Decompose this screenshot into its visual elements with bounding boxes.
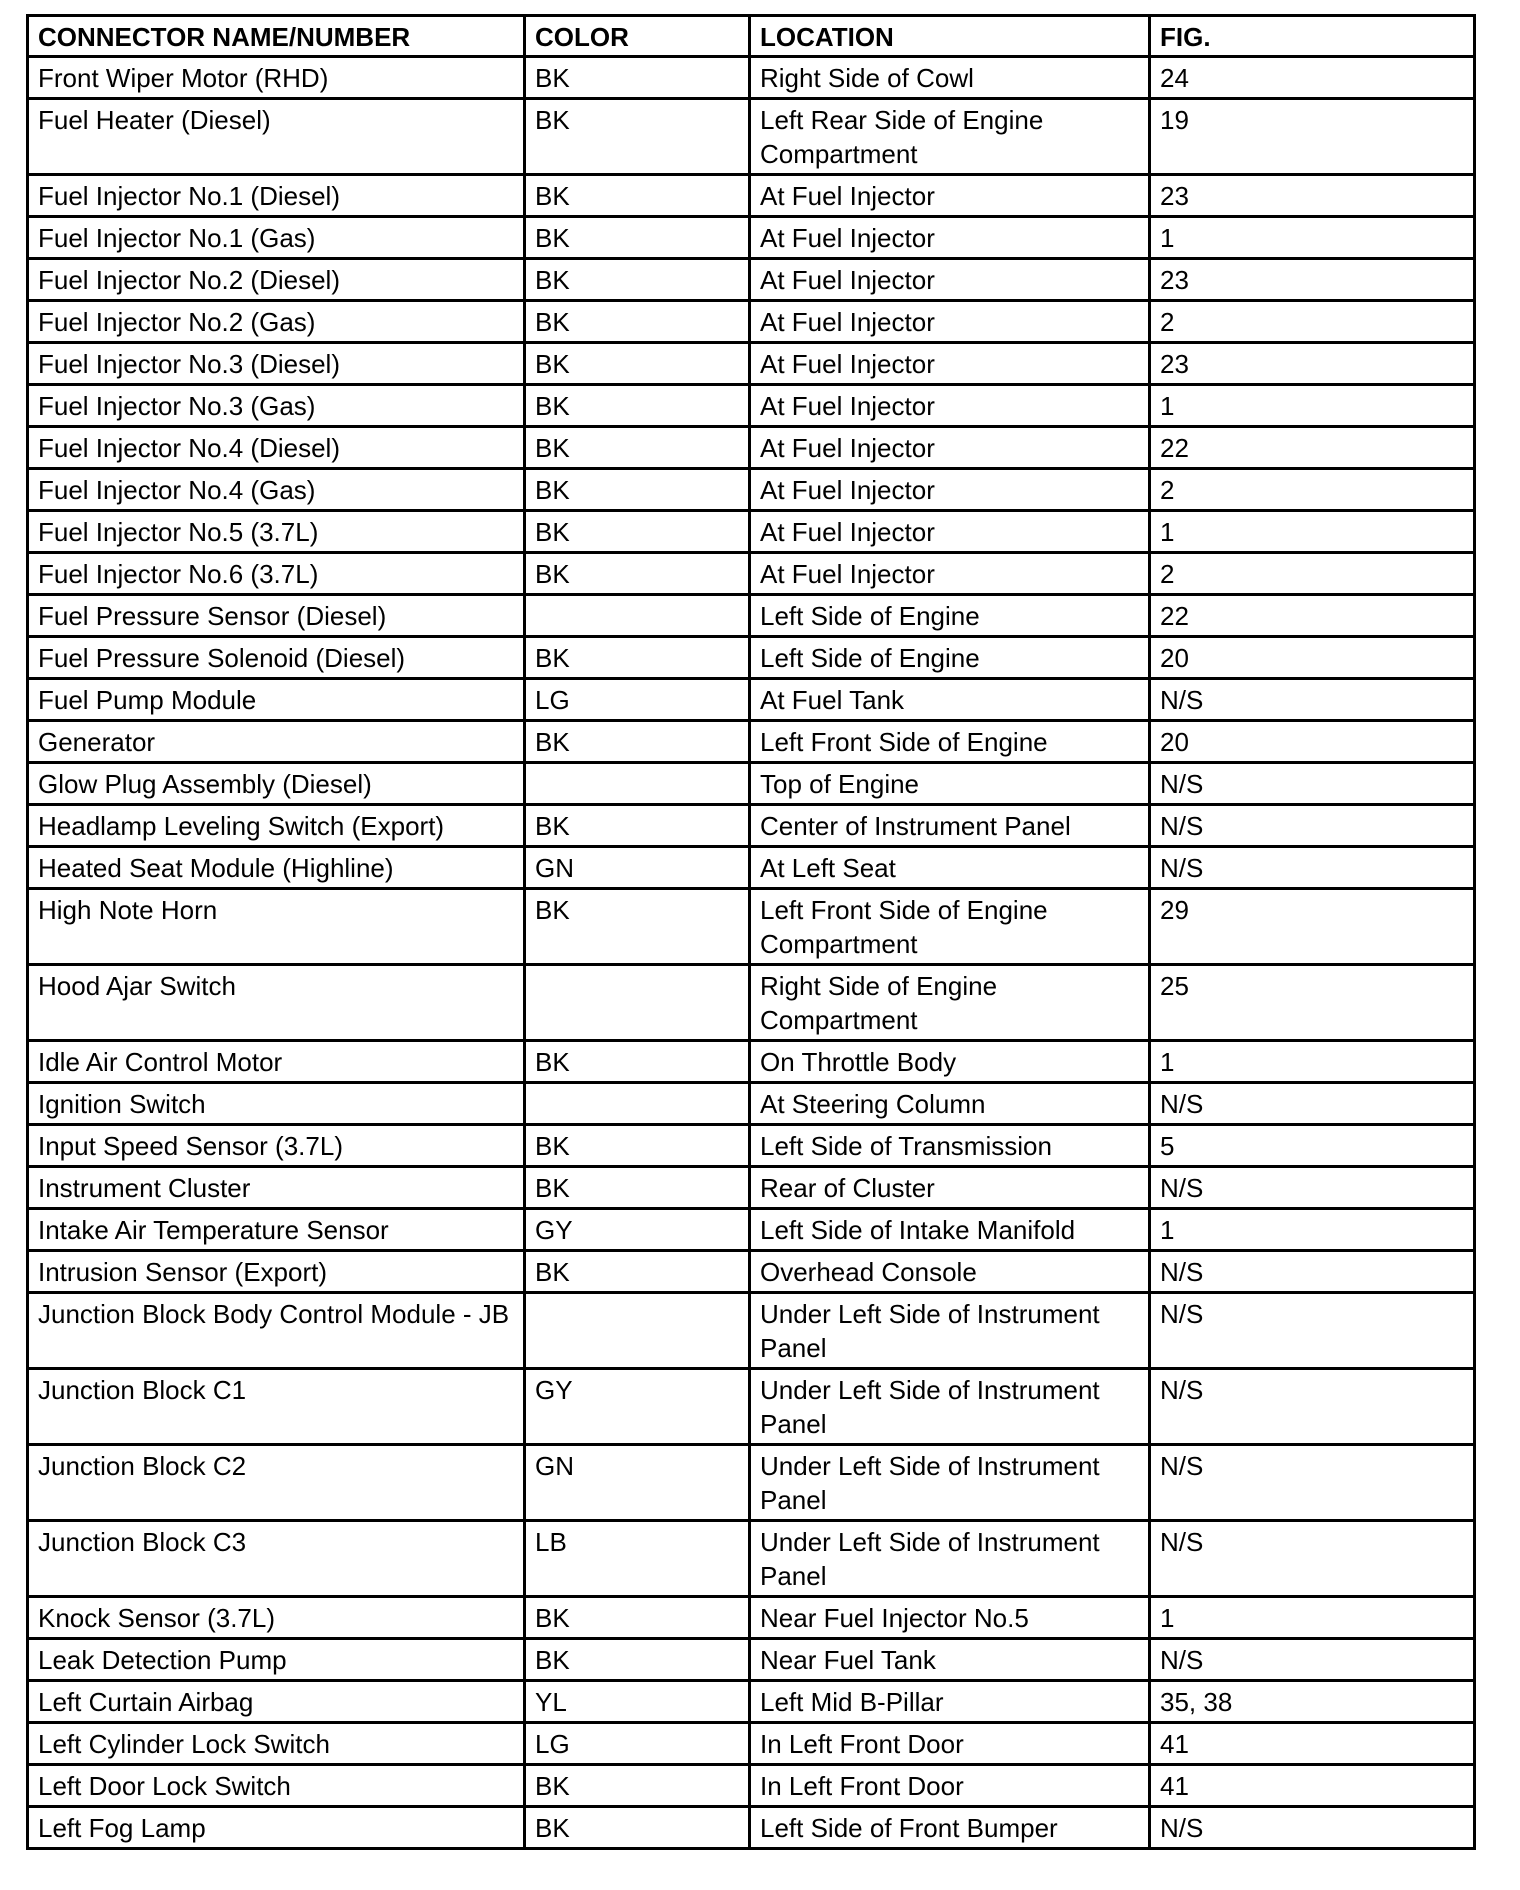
cell-location: At Steering Column [750, 1083, 1150, 1125]
table-row [28, 511, 1475, 553]
cell-location: Left Side of Engine [750, 595, 1150, 637]
cell-color [525, 1083, 750, 1125]
cell-connector-name: Hood Ajar Switch [28, 965, 525, 1041]
cell-connector-name: Knock Sensor (3.7L) [28, 1597, 525, 1639]
table-row [28, 99, 1475, 175]
cell-location: Overhead Console [750, 1251, 1150, 1293]
cell-location: In Left Front Door [750, 1765, 1150, 1807]
cell-fig: N/S [1150, 1167, 1475, 1209]
table-row [28, 1209, 1475, 1251]
cell-location: At Fuel Injector [750, 301, 1150, 343]
cell-location: At Fuel Injector [750, 175, 1150, 217]
cell-fig: N/S [1150, 1445, 1475, 1521]
cell-location: Left Side of Engine [750, 637, 1150, 679]
cell-fig: N/S [1150, 1369, 1475, 1445]
cell-fig: N/S [1150, 847, 1475, 889]
cell-location: At Fuel Tank [750, 679, 1150, 721]
cell-color: BK [525, 99, 750, 175]
cell-color: GN [525, 1445, 750, 1521]
connector-table [26, 14, 1476, 1850]
cell-location: Under Left Side of Instrument Panel [750, 1293, 1150, 1369]
cell-color: BK [525, 1041, 750, 1083]
cell-color: GN [525, 847, 750, 889]
cell-fig: 29 [1150, 889, 1475, 965]
cell-fig: 20 [1150, 721, 1475, 763]
cell-color [525, 1293, 750, 1369]
table-row [28, 595, 1475, 637]
cell-connector-name: Input Speed Sensor (3.7L) [28, 1125, 525, 1167]
cell-location: At Fuel Injector [750, 511, 1150, 553]
cell-connector-name: Left Fog Lamp [28, 1807, 525, 1849]
table-row [28, 1681, 1475, 1723]
cell-location: At Fuel Injector [750, 385, 1150, 427]
cell-connector-name: Ignition Switch [28, 1083, 525, 1125]
cell-location: Left Side of Transmission [750, 1125, 1150, 1167]
cell-location: Right Side of Cowl [750, 57, 1150, 99]
cell-color: BK [525, 175, 750, 217]
table-row [28, 57, 1475, 99]
cell-fig: 22 [1150, 427, 1475, 469]
cell-color: LB [525, 1521, 750, 1597]
cell-color: BK [525, 1125, 750, 1167]
cell-color: BK [525, 511, 750, 553]
table-row [28, 1125, 1475, 1167]
cell-connector-name: Fuel Injector No.3 (Diesel) [28, 343, 525, 385]
cell-connector-name: Fuel Injector No.6 (3.7L) [28, 553, 525, 595]
cell-fig: N/S [1150, 805, 1475, 847]
table-row [28, 1807, 1475, 1849]
cell-connector-name: Fuel Injector No.2 (Diesel) [28, 259, 525, 301]
table-row [28, 1369, 1475, 1445]
cell-location: Rear of Cluster [750, 1167, 1150, 1209]
cell-fig: N/S [1150, 763, 1475, 805]
cell-color: BK [525, 1597, 750, 1639]
cell-fig: N/S [1150, 1251, 1475, 1293]
cell-connector-name: Left Curtain Airbag [28, 1681, 525, 1723]
header-location: LOCATION [750, 16, 1150, 57]
cell-connector-name: Fuel Injector No.4 (Gas) [28, 469, 525, 511]
cell-connector-name: Junction Block C2 [28, 1445, 525, 1521]
cell-fig: 1 [1150, 385, 1475, 427]
cell-fig: N/S [1150, 1521, 1475, 1597]
cell-color: GY [525, 1369, 750, 1445]
cell-location: Near Fuel Tank [750, 1639, 1150, 1681]
table-row [28, 469, 1475, 511]
cell-fig: 23 [1150, 343, 1475, 385]
cell-color: BK [525, 1639, 750, 1681]
cell-location: Left Front Side of Engine Compartment [750, 889, 1150, 965]
cell-location: Left Side of Front Bumper [750, 1807, 1150, 1849]
table-row [28, 1597, 1475, 1639]
cell-fig: 2 [1150, 553, 1475, 595]
cell-color: BK [525, 427, 750, 469]
header-fig: FIG. [1150, 16, 1475, 57]
cell-color: BK [525, 889, 750, 965]
cell-color: BK [525, 385, 750, 427]
table-row [28, 553, 1475, 595]
cell-connector-name: Instrument Cluster [28, 1167, 525, 1209]
table-row [28, 1083, 1475, 1125]
table-row [28, 301, 1475, 343]
cell-fig: 2 [1150, 301, 1475, 343]
table-row [28, 1639, 1475, 1681]
cell-fig: 19 [1150, 99, 1475, 175]
table-row [28, 965, 1475, 1041]
table-row [28, 1723, 1475, 1765]
table-row [28, 1521, 1475, 1597]
header-row [28, 16, 1475, 57]
cell-fig: N/S [1150, 1293, 1475, 1369]
cell-location: Near Fuel Injector No.5 [750, 1597, 1150, 1639]
cell-color: BK [525, 217, 750, 259]
cell-location: At Fuel Injector [750, 217, 1150, 259]
cell-connector-name: Fuel Injector No.5 (3.7L) [28, 511, 525, 553]
cell-color: GY [525, 1209, 750, 1251]
cell-fig: 41 [1150, 1723, 1475, 1765]
cell-location: Left Side of Intake Manifold [750, 1209, 1150, 1251]
cell-color: LG [525, 1723, 750, 1765]
cell-connector-name: Generator [28, 721, 525, 763]
cell-location: At Fuel Injector [750, 469, 1150, 511]
cell-location: At Fuel Injector [750, 259, 1150, 301]
cell-color: YL [525, 1681, 750, 1723]
cell-color: BK [525, 1765, 750, 1807]
cell-location: On Throttle Body [750, 1041, 1150, 1083]
cell-fig: 23 [1150, 259, 1475, 301]
cell-fig: 24 [1150, 57, 1475, 99]
cell-connector-name: Fuel Injector No.1 (Gas) [28, 217, 525, 259]
table-row [28, 805, 1475, 847]
cell-color: BK [525, 1807, 750, 1849]
table-row [28, 763, 1475, 805]
cell-connector-name: Fuel Injector No.2 (Gas) [28, 301, 525, 343]
cell-connector-name: Intrusion Sensor (Export) [28, 1251, 525, 1293]
cell-fig: 20 [1150, 637, 1475, 679]
table-row [28, 175, 1475, 217]
cell-color [525, 965, 750, 1041]
header-color: COLOR [525, 16, 750, 57]
header-connector-name: CONNECTOR NAME/NUMBER [28, 16, 525, 57]
cell-fig: 1 [1150, 1209, 1475, 1251]
cell-location: Under Left Side of Instrument Panel [750, 1369, 1150, 1445]
table-row [28, 1445, 1475, 1521]
cell-connector-name: Heated Seat Module (Highline) [28, 847, 525, 889]
table-row [28, 637, 1475, 679]
table-body [28, 57, 1475, 1849]
cell-connector-name: Leak Detection Pump [28, 1639, 525, 1681]
cell-connector-name: Glow Plug Assembly (Diesel) [28, 763, 525, 805]
cell-location: Under Left Side of Instrument Panel [750, 1521, 1150, 1597]
cell-fig: 1 [1150, 1041, 1475, 1083]
cell-fig: 35, 38 [1150, 1681, 1475, 1723]
cell-location: At Left Seat [750, 847, 1150, 889]
cell-location: Under Left Side of Instrument Panel [750, 1445, 1150, 1521]
cell-connector-name: Junction Block C1 [28, 1369, 525, 1445]
cell-location: Right Side of Engine Compartment [750, 965, 1150, 1041]
cell-fig: 1 [1150, 217, 1475, 259]
cell-fig: 5 [1150, 1125, 1475, 1167]
cell-color: BK [525, 57, 750, 99]
cell-color: LG [525, 679, 750, 721]
cell-connector-name: Idle Air Control Motor [28, 1041, 525, 1083]
cell-fig: 23 [1150, 175, 1475, 217]
cell-color [525, 595, 750, 637]
table-row [28, 847, 1475, 889]
cell-fig: 25 [1150, 965, 1475, 1041]
cell-location: In Left Front Door [750, 1723, 1150, 1765]
cell-fig: 41 [1150, 1765, 1475, 1807]
cell-connector-name: Left Cylinder Lock Switch [28, 1723, 525, 1765]
cell-color: BK [525, 721, 750, 763]
cell-connector-name: Headlamp Leveling Switch (Export) [28, 805, 525, 847]
cell-fig: N/S [1150, 1083, 1475, 1125]
cell-connector-name: Fuel Injector No.4 (Diesel) [28, 427, 525, 469]
cell-connector-name: Fuel Heater (Diesel) [28, 99, 525, 175]
table-row [28, 1765, 1475, 1807]
table-row [28, 427, 1475, 469]
cell-connector-name: Fuel Pressure Sensor (Diesel) [28, 595, 525, 637]
cell-fig: 1 [1150, 1597, 1475, 1639]
table-row [28, 385, 1475, 427]
cell-connector-name: Front Wiper Motor (RHD) [28, 57, 525, 99]
cell-color: BK [525, 637, 750, 679]
table-row [28, 1251, 1475, 1293]
cell-connector-name: Fuel Injector No.1 (Diesel) [28, 175, 525, 217]
cell-connector-name: Junction Block Body Control Module - JB [28, 1293, 525, 1369]
cell-connector-name: Fuel Injector No.3 (Gas) [28, 385, 525, 427]
table-row [28, 1293, 1475, 1369]
table-row [28, 259, 1475, 301]
cell-color: BK [525, 553, 750, 595]
cell-connector-name: Fuel Pressure Solenoid (Diesel) [28, 637, 525, 679]
table-row [28, 1167, 1475, 1209]
cell-location: Left Mid B-Pillar [750, 1681, 1150, 1723]
cell-color: BK [525, 805, 750, 847]
cell-location: At Fuel Injector [750, 553, 1150, 595]
cell-color: BK [525, 301, 750, 343]
cell-fig: 2 [1150, 469, 1475, 511]
cell-location: Left Rear Side of Engine Compartment [750, 99, 1150, 175]
cell-location: Center of Instrument Panel [750, 805, 1150, 847]
table-row [28, 343, 1475, 385]
cell-color: BK [525, 343, 750, 385]
cell-color: BK [525, 469, 750, 511]
cell-color: BK [525, 259, 750, 301]
cell-connector-name: Intake Air Temperature Sensor [28, 1209, 525, 1251]
cell-fig: N/S [1150, 1639, 1475, 1681]
cell-location: At Fuel Injector [750, 427, 1150, 469]
cell-connector-name: High Note Horn [28, 889, 525, 965]
cell-connector-name: Fuel Pump Module [28, 679, 525, 721]
cell-location: Left Front Side of Engine [750, 721, 1150, 763]
table-row [28, 889, 1475, 965]
cell-fig: N/S [1150, 1807, 1475, 1849]
table-row [28, 679, 1475, 721]
cell-connector-name: Left Door Lock Switch [28, 1765, 525, 1807]
table-row [28, 721, 1475, 763]
cell-location: At Fuel Injector [750, 343, 1150, 385]
cell-connector-name: Junction Block C3 [28, 1521, 525, 1597]
cell-color [525, 763, 750, 805]
cell-fig: 1 [1150, 511, 1475, 553]
cell-location: Top of Engine [750, 763, 1150, 805]
table-row [28, 217, 1475, 259]
cell-fig: 22 [1150, 595, 1475, 637]
cell-color: BK [525, 1167, 750, 1209]
cell-color: BK [525, 1251, 750, 1293]
table-row [28, 1041, 1475, 1083]
cell-fig: N/S [1150, 679, 1475, 721]
